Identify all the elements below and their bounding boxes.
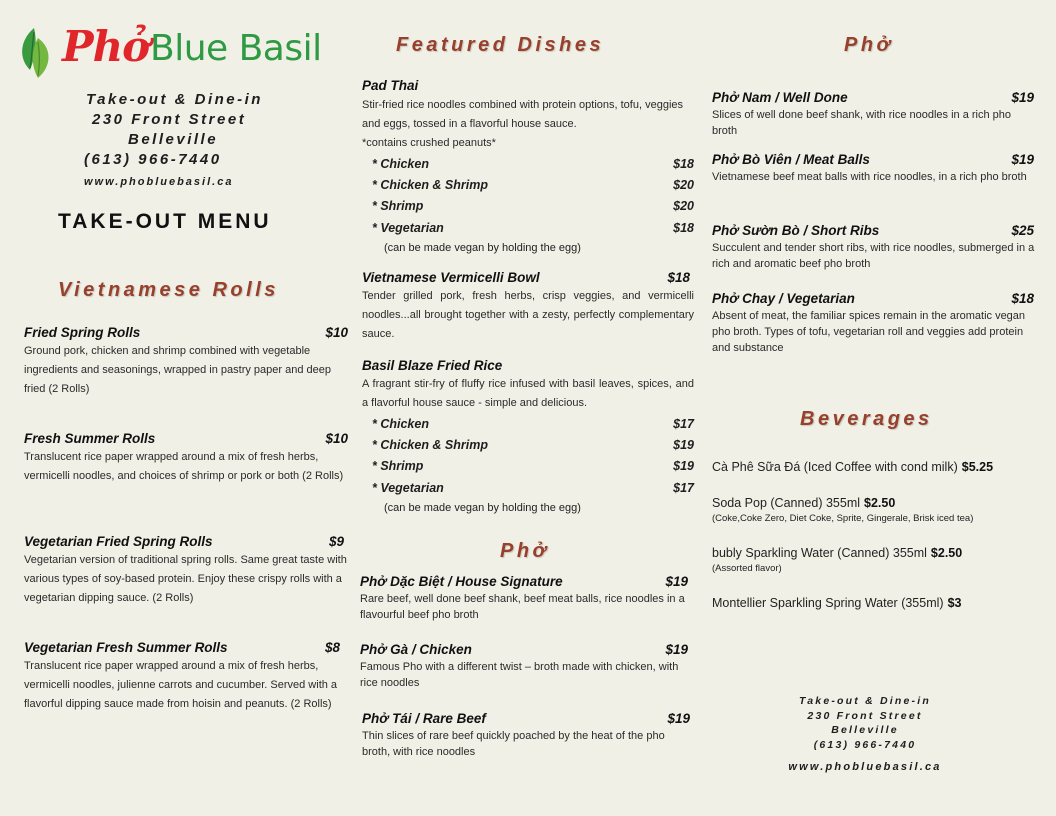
item-description: Vegetarian version of traditional spring rolls. Same great taste with various types of soy-based protein. Enjoy these crispy rolls with a vegetarian dipping sauce. (2 Rolls) (24, 554, 347, 604)
menu-item-pad-thai (362, 78, 694, 258)
menu-item-fried-rice (362, 358, 694, 518)
contact-block-bottom (760, 694, 970, 775)
service-type: Take-out & Dine-in (799, 695, 931, 707)
item-price: $19 (665, 642, 688, 657)
item-name: Vegetarian Fresh Summer Rolls (24, 640, 228, 655)
beverage-item (712, 546, 962, 574)
beverage-item (712, 460, 993, 474)
menu-item (24, 431, 354, 486)
section-title-pho-2: Phở (844, 34, 894, 56)
section-title-featured: Featured Dishes (396, 34, 605, 56)
beverage-item (712, 496, 973, 524)
item-price: $9 (328, 534, 344, 549)
contact-block-top (84, 90, 344, 192)
option-name: * Chicken (372, 416, 429, 431)
option-price: $20 (673, 177, 694, 192)
option-name: * Vegetarian (372, 480, 444, 495)
option-row (362, 477, 694, 498)
option-price: $18 (673, 156, 694, 171)
beverage-name: Cà Phê Sữa Đá (Iced Coffee with cond milk) (712, 460, 958, 474)
beverage-price: $3 (947, 596, 962, 610)
option-price: $18 (673, 220, 694, 235)
item-description: Absent of meat, the familiar spices remain in the aromatic vegan pho broth. Types of tofu, vegetarian roll and veggies add protein and substance (712, 310, 1026, 354)
logo (18, 22, 348, 84)
beverage-item (712, 596, 961, 610)
beverage-price: $2.50 (930, 546, 963, 560)
option-row (362, 413, 694, 434)
item-name: Phở Nam / Well Done (712, 90, 848, 105)
beverage-name: bubly Sparkling Water (Canned) 355ml (712, 546, 927, 560)
option-price: $19 (673, 459, 694, 474)
item-price: $19 (667, 711, 690, 726)
option-name: * Vegetarian (372, 220, 444, 235)
option-price: $20 (673, 199, 694, 214)
item-name: Vegetarian Fried Spring Rolls (24, 534, 213, 549)
item-name: Basil Blaze Fried Rice (362, 358, 503, 373)
item-name: Phở Dặc Biệt / House Signature (360, 574, 563, 589)
item-description: Succulent and tender short ribs, with rice noodles, submerged in a rich and aromatic beef pho broth (712, 242, 1035, 270)
item-price: $19 (1011, 90, 1034, 105)
vegan-note: (can be made vegan by holding the egg) (384, 502, 581, 515)
vegan-note: (can be made vegan by holding the egg) (384, 242, 581, 255)
item-name: Phở Tái / Rare Beef (362, 711, 486, 726)
option-name: * Shrimp (372, 459, 424, 474)
item-description: A fragrant stir-fry of fluffy rice infused with basil leaves, spices, and a flavorful house sauce - simple and delicious. (362, 378, 694, 409)
option-row (362, 196, 694, 217)
option-row (362, 217, 694, 238)
basil-leaf-icon (18, 24, 54, 84)
item-description: Translucent rice paper wrapped around a mix of fresh herbs, vermicelli noodles, and choices of shrimp or pork or both (2 Rolls) (24, 451, 344, 482)
item-description: Rare beef, well done beef shank, beef meat balls, rice noodles in a flavourful beef pho broth (360, 593, 685, 621)
phone-number: (613) 966-7440 (84, 151, 222, 168)
beverage-name: Soda Pop (Canned) 355ml (712, 496, 861, 510)
item-price: $18 (1011, 291, 1034, 306)
item-name: Phở Chay / Vegetarian (712, 291, 855, 306)
menu-item (362, 711, 692, 760)
item-price: $25 (1011, 223, 1034, 238)
item-description: Stir-fried rice noodles combined with protein options, tofu, veggies and eggs, tossed in a flavorful house sauce. (362, 99, 684, 130)
item-name: Pad Thai (362, 78, 419, 93)
menu-item-vermicelli (362, 270, 694, 344)
city: Belleville (128, 131, 219, 148)
beverage-price: $5.25 (961, 460, 994, 474)
item-name: Fried Spring Rolls (24, 325, 141, 340)
website-link[interactable]: www.phobluebasil.ca (788, 761, 942, 773)
street-address: 230 Front Street (807, 709, 923, 722)
option-name: * Chicken & Shrimp (372, 177, 488, 192)
beverage-note: (Coke,Coke Zero, Diet Coke, Sprite, Gingerale, Brisk iced tea) (712, 513, 974, 524)
item-name: Phở Gà / Chicken (360, 642, 472, 657)
menu-item (712, 291, 1036, 356)
allergy-note: *contains crushed peanuts* (362, 137, 496, 149)
item-price: $10 (325, 431, 348, 446)
menu-item (24, 640, 354, 714)
service-type: Take-out & Dine-in (86, 91, 263, 108)
option-name: * Chicken (372, 156, 429, 171)
option-price: $17 (673, 480, 694, 495)
menu-item (712, 223, 1036, 272)
phone-number: (613) 966-7440 (813, 738, 917, 751)
item-name: Fresh Summer Rolls (24, 431, 156, 446)
item-description: Slices of well done beef shank, with rice noodles in a rich pho broth (712, 109, 1012, 137)
menu-item (24, 534, 354, 608)
city: Belleville (831, 724, 899, 736)
website-link[interactable]: www.phobluebasil.ca (84, 176, 234, 188)
logo-pho-text: Phở (62, 22, 150, 71)
option-name: * Shrimp (372, 199, 424, 214)
item-price: $8 (324, 640, 340, 655)
menu-item (712, 90, 1036, 139)
option-row (362, 434, 694, 455)
item-price: $19 (1011, 152, 1034, 167)
menu-title: TAKE-OUT MENU (58, 210, 272, 233)
item-description: Tender grilled pork, fresh herbs, crisp veggies, and vermicelli noodles...all brought together with a zesty, perfectly complementary sauce. (362, 290, 694, 340)
menu-item (24, 325, 354, 399)
option-row (362, 174, 694, 195)
menu-item (360, 574, 690, 623)
menu-item (712, 152, 1036, 185)
street-address: 230 Front Street (92, 111, 247, 128)
option-name: * Chicken & Shrimp (372, 437, 488, 452)
item-price: $18 (667, 270, 690, 285)
item-name: Vietnamese Vermicelli Bowl (362, 270, 540, 285)
section-title-rolls: Vietnamese Rolls (58, 279, 279, 301)
item-name: Phở Bò Viên / Meat Balls (712, 152, 870, 167)
item-name: Phở Sườn Bò / Short Ribs (712, 223, 880, 238)
section-title-beverages: Beverages (800, 408, 933, 430)
option-price: $17 (673, 416, 694, 431)
beverage-name: Montellier Sparkling Spring Water (355ml) (712, 596, 944, 610)
option-row (362, 456, 694, 477)
item-description: Famous Pho with a different twist – broth made with chicken, with rice noodles (360, 661, 679, 689)
item-description: Translucent rice paper wrapped around a mix of fresh herbs, vermicelli noodles, julienne carrots and cucumber. Served with a flavorful dipping sauce made from hoisin and peanuts. (2 Rolls) (24, 660, 338, 710)
item-price: $19 (665, 574, 688, 589)
beverage-note: (Assorted flavor) (712, 563, 782, 574)
item-description: Vietnamese beef meat balls with rice noodles, in a rich pho broth (712, 171, 1027, 183)
item-price: $10 (325, 325, 348, 340)
menu-item (360, 642, 690, 691)
option-price: $19 (673, 437, 694, 452)
logo-blue-basil-text: Blue Basil (150, 28, 322, 69)
item-description: Ground pork, chicken and shrimp combined with vegetable ingredients and seasonings, wrapped in pastry paper and deep fried (2 Rolls) (24, 345, 331, 395)
beverage-price: $2.50 (864, 496, 896, 510)
section-title-pho: Phở (500, 540, 550, 562)
option-row (362, 153, 694, 174)
item-description: Thin slices of rare beef quickly poached by the heat of the pho broth, with rice noodles (362, 730, 665, 758)
